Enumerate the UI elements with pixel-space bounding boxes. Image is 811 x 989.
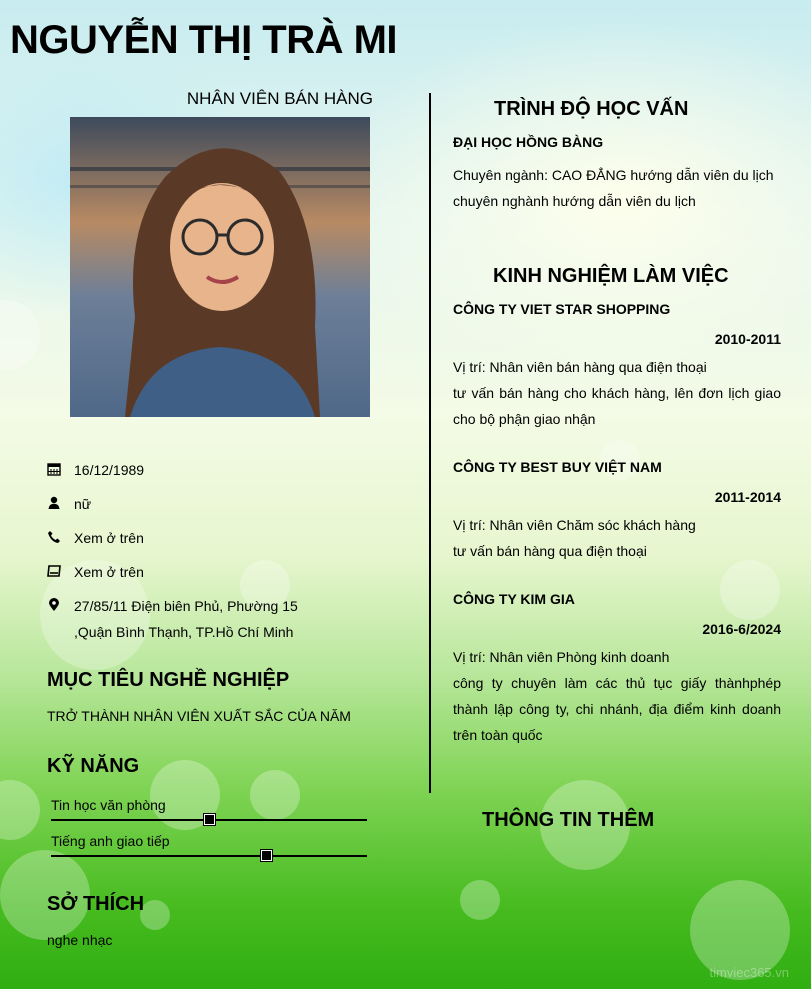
job-description: công ty chuyên làm các thủ tục giấy thànhphép thành lập công ty, chi nhánh, địa điểm kinh doanh trên toàn quốc bbox=[453, 675, 781, 743]
job-years: 2011-2014 bbox=[714, 489, 781, 505]
birthday-row bbox=[47, 457, 347, 483]
address-line2: ,Quận Bình Thạnh, TP.Hồ Chí Minh bbox=[74, 624, 294, 640]
job-title: NHÂN VIÊN BÁN HÀNG bbox=[186, 89, 373, 108]
education-school: ĐẠI HỌC HỒNG BÀNG bbox=[453, 134, 604, 150]
job-years: 2010-2011 bbox=[714, 331, 781, 347]
birthday-value: 16/12/1989 bbox=[74, 462, 145, 478]
bokeh-decoration bbox=[140, 900, 170, 930]
job-years: 2016-6/2024 bbox=[702, 621, 781, 637]
map-marker-icon bbox=[47, 598, 61, 612]
portrait-illustration bbox=[70, 117, 370, 417]
skill-slider-handle bbox=[261, 850, 272, 861]
career-goal-heading: MỤC TIÊU NGHỀ NGHIỆP bbox=[47, 669, 290, 691]
bokeh-decoration bbox=[720, 560, 780, 620]
email-value: Xem ở trên bbox=[74, 564, 144, 580]
address-row bbox=[47, 593, 347, 645]
email-row bbox=[47, 559, 347, 585]
education-line: Chuyên ngành: CAO ĐẲNG hướng dẫn viên du lịch bbox=[453, 167, 774, 183]
education-line: chuyên nghành hướng dẫn viên du lịch bbox=[453, 193, 696, 209]
career-goal-text: TRỞ THÀNH NHÂN VIÊN XUẤT SẮC CỦA NĂM bbox=[47, 708, 351, 724]
column-divider bbox=[429, 93, 431, 793]
bokeh-decoration bbox=[250, 770, 300, 820]
hobbies-heading: SỞ THÍCH bbox=[47, 893, 145, 915]
bokeh-decoration bbox=[0, 780, 40, 840]
hobbies-text: nghe nhạc bbox=[47, 932, 113, 948]
phone-row bbox=[47, 525, 347, 551]
job-position: Vị trí: Nhân viên bán hàng qua điện thoại bbox=[453, 359, 707, 375]
skills-heading: KỸ NĂNG bbox=[47, 755, 140, 777]
education-heading: TRÌNH ĐỘ HỌC VẤN bbox=[494, 98, 689, 120]
user-icon bbox=[47, 496, 61, 510]
address-line1: 27/85/11 Điện biên Phủ, Phường 15 bbox=[74, 598, 298, 614]
watermark: timviec365.vn bbox=[709, 965, 789, 980]
job-company: CÔNG TY KIM GIA bbox=[453, 591, 575, 607]
skill-slider bbox=[51, 855, 367, 857]
phone-icon bbox=[47, 530, 61, 544]
job-description: tư vấn bán hàng cho khách hàng, lên đơn lịch giao cho bộ phận giao nhận bbox=[453, 385, 781, 427]
gender-value: nữ bbox=[74, 496, 92, 512]
extra-info-heading: THÔNG TIN THÊM bbox=[482, 809, 655, 831]
job-position: Vị trí: Nhân viên Chăm sóc khách hàng bbox=[453, 517, 696, 533]
profile-photo bbox=[70, 117, 370, 417]
envelope-icon bbox=[47, 564, 61, 578]
skill-label: Tin học văn phòng bbox=[51, 797, 166, 813]
job-description: tư vấn bán hàng qua điện thoại bbox=[453, 543, 647, 559]
bokeh-decoration bbox=[460, 880, 500, 920]
job-company: CÔNG TY BEST BUY VIỆT NAM bbox=[453, 459, 662, 475]
phone-value: Xem ở trên bbox=[74, 530, 144, 546]
experience-heading: KINH NGHIỆM LÀM VIỆC bbox=[493, 265, 729, 287]
candidate-name: NGUYỄN THỊ TRÀ MI bbox=[10, 18, 398, 62]
skill-label: Tiếng anh giao tiếp bbox=[51, 833, 170, 849]
gender-row bbox=[47, 491, 347, 517]
job-company: CÔNG TY VIET STAR SHOPPING bbox=[453, 301, 671, 317]
skill-slider bbox=[51, 819, 367, 821]
calendar-icon bbox=[47, 462, 61, 476]
job-position: Vị trí: Nhân viên Phòng kinh doanh bbox=[453, 649, 670, 665]
bokeh-decoration bbox=[0, 300, 40, 370]
skill-slider-handle bbox=[204, 814, 215, 825]
